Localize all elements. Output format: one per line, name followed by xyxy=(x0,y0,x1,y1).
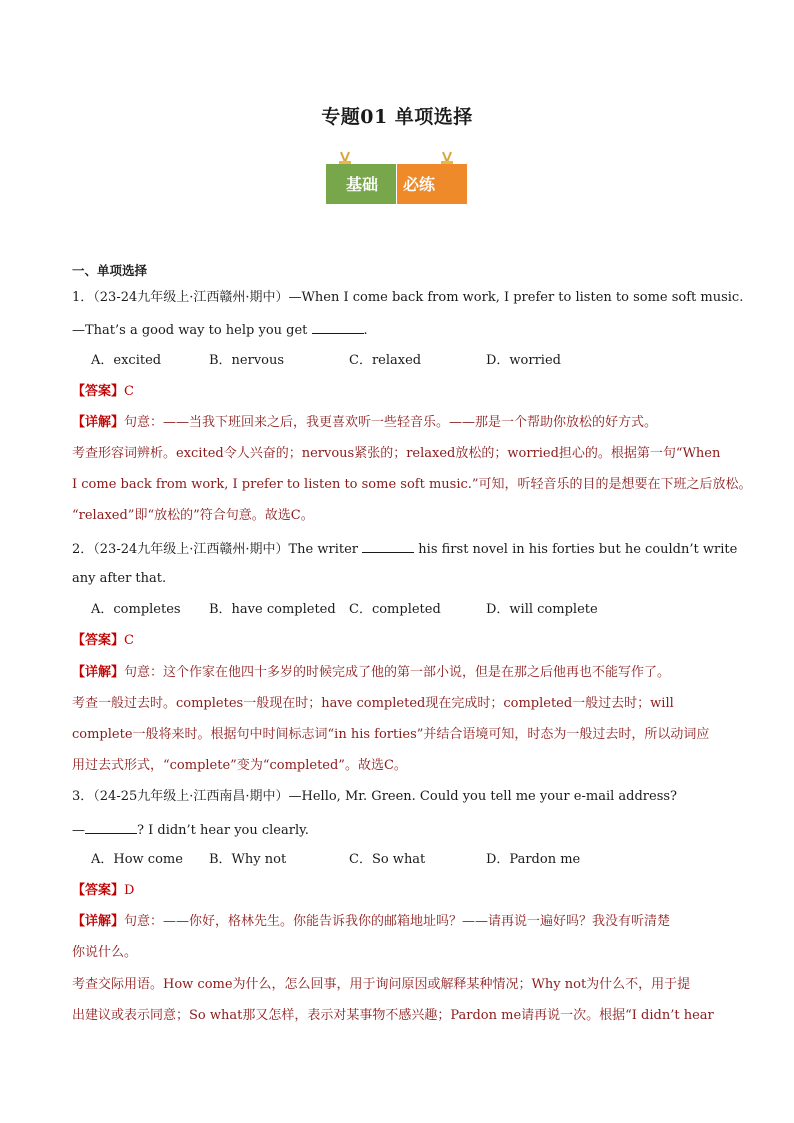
detail-label: 【详解】 xyxy=(72,415,125,430)
stem-text: —That’s a good way to help you get xyxy=(72,323,308,338)
answer-blank xyxy=(85,821,137,834)
detail-text: 考查一般过去时。completes一般现在时；have completed现在完成时；completed一般过去时；will xyxy=(72,696,674,711)
section-heading: 一、单项选择 xyxy=(72,263,148,278)
detail-text: complete一般将来时。根据句中时间标志词“in his forties”并结合语境可知，时态为一般过去时，所以动词应 xyxy=(72,727,710,742)
detail-text: 考查形容词辨析。excited令人兴奋的；nervous紧张的；relaxed放松的；worried担心的。根据第一句“When xyxy=(72,446,721,461)
answer-blank xyxy=(312,321,364,334)
detail-text: 用过去式形式，“complete”变为“completed”。故选C。 xyxy=(72,758,407,773)
option-a: A．excited xyxy=(91,353,162,368)
option-d: D．worried xyxy=(486,353,561,368)
question-stem: 1．（23-24九年级上·江西赣州·期中）—When I come back from work, I prefer to listen to some soft music. xyxy=(72,290,744,305)
answer-line xyxy=(72,883,134,899)
answer-label: 【答案】 xyxy=(72,633,125,648)
answer-value: C xyxy=(124,633,134,648)
detail-text: 出建议或表示同意；So what那又怎样，表示对某事物不感兴趣；Pardon me请再说一次。根据“I didn’t hear xyxy=(72,1008,714,1023)
page-title: 专题01 单项选择 xyxy=(321,106,473,128)
answer-line xyxy=(72,384,134,400)
answer-value: D xyxy=(124,883,135,898)
badge-right-label: 必练 xyxy=(403,175,436,194)
stem-text: — xyxy=(72,823,85,838)
option-b: B．Why not xyxy=(209,852,287,867)
stem-text: 2．（23-24九年级上·江西赣州·期中）The writer xyxy=(72,542,359,557)
question-stem-line2: any after that. xyxy=(72,571,167,586)
detail-line xyxy=(72,415,657,431)
question-stem-line2 xyxy=(72,321,368,339)
detail-label: 【详解】 xyxy=(72,665,125,680)
stem-text: . xyxy=(363,323,368,338)
option-d: D．will complete xyxy=(486,602,598,617)
option-c: C．relaxed xyxy=(349,353,422,368)
detail-text: I come back from work, I prefer to listen to some soft music.”可知，听轻音乐的目的是想要在下班之后放松。 xyxy=(72,477,752,492)
detail-line xyxy=(72,665,670,681)
detail-text: 句意：——你好，格林先生。你能告诉我你的邮箱地址吗？——请再说一遍好吗？我没有听清楚 xyxy=(124,914,671,929)
answer-label: 【答案】 xyxy=(72,384,125,399)
detail-text: 句意：——当我下班回来之后，我更喜欢听一些轻音乐。——那是一个帮助你放松的好方式。 xyxy=(124,415,658,430)
badge-left-label: 基础 xyxy=(346,175,379,194)
detail-text: 考查交际用语。How come为什么，怎么回事，用于询问原因或解释某种情况；Why not为什么不，用于提 xyxy=(72,977,691,992)
stem-text: his first novel in his forties but he couldn’t write xyxy=(418,542,738,557)
answer-label: 【答案】 xyxy=(72,883,125,898)
stem-text: ? I didn’t hear you clearly. xyxy=(137,823,309,838)
question-stem-line2 xyxy=(72,821,309,839)
option-c: C．completed xyxy=(349,602,441,617)
answer-value: C xyxy=(124,384,134,399)
detail-line xyxy=(72,914,670,930)
question-stem: 3．（24-25九年级上·江西南昌·期中）—Hello, Mr. Green. Could you tell me your e-mail address? xyxy=(72,789,678,804)
detail-text: “relaxed”即“放松的”符合句意。故选C。 xyxy=(72,508,314,523)
answer-line xyxy=(72,633,134,649)
answer-blank xyxy=(362,540,414,553)
option-a: A．How come xyxy=(91,852,183,867)
detail-text: 句意：这个作家在他四十多岁的时候完成了他的第一部小说，但是在那之后他再也不能写作了。 xyxy=(124,665,671,680)
option-c: C．So what xyxy=(349,852,426,867)
option-a: A．completes xyxy=(91,602,181,617)
badge-basic-practice xyxy=(326,150,467,206)
detail-text: 你说什么。 xyxy=(72,945,138,960)
option-b: B．have completed xyxy=(209,602,336,617)
question-stem xyxy=(72,540,737,558)
option-d: D．Pardon me xyxy=(486,852,581,867)
detail-label: 【详解】 xyxy=(72,914,125,929)
option-b: B．nervous xyxy=(209,353,285,368)
